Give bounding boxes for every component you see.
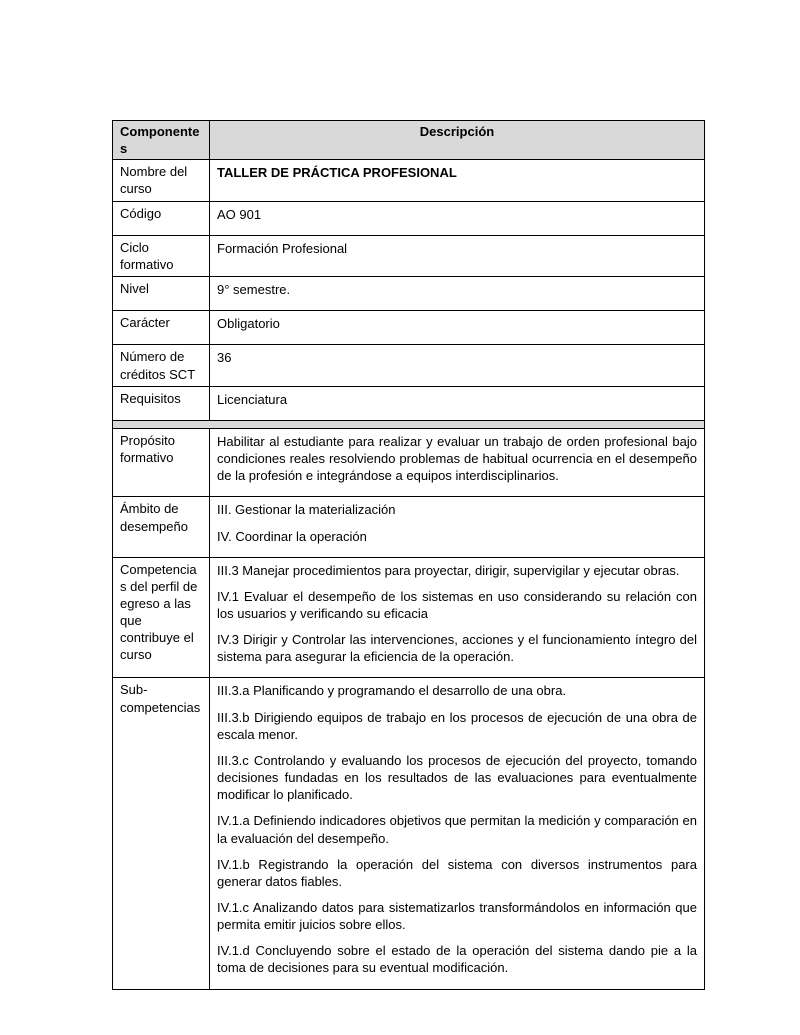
row-label: Ámbito de desempeño <box>113 497 210 557</box>
paragraph: Obligatorio <box>217 316 280 332</box>
table-row <box>113 345 705 386</box>
table-row <box>113 678 705 989</box>
course-title: TALLER DE PRÁCTICA PROFESIONAL <box>217 165 457 181</box>
row-label: Requisitos <box>113 386 210 420</box>
table-row <box>113 311 705 345</box>
row-description <box>210 235 705 276</box>
paragraph: III.3.c Controlando y evaluando los procesos de ejecución del proyecto, tomando decisiones fundadas en los resultados de las evaluaciones para eventualmente modificar lo planificado. <box>217 752 697 803</box>
table-row <box>113 557 705 678</box>
row-label: Número de créditos SCT <box>113 345 210 386</box>
table-row <box>113 160 705 201</box>
course-description-table <box>112 120 705 990</box>
separator-cell <box>113 420 705 428</box>
paragraph: IV.3 Dirigir y Controlar las intervenciones, acciones y el funcionamiento íntegro del sistema para asegurar la eficiencia de la operación. <box>217 632 697 665</box>
row-description <box>210 678 705 989</box>
paragraph: IV.1 Evaluar el desempeño de los sistemas en uso considerando su relación con los usuarios y verificando su eficacia <box>217 588 697 621</box>
table-row <box>113 201 705 235</box>
row-label: Sub-competencias <box>113 678 210 989</box>
paragraph: IV. Coordinar la operación <box>217 528 367 544</box>
table-row <box>113 386 705 420</box>
paragraph: Licenciatura <box>217 391 288 407</box>
paragraph: Formación Profesional <box>217 240 348 256</box>
row-label: Nombre del curso <box>113 160 210 201</box>
separator-row <box>113 420 705 428</box>
row-description <box>210 428 705 496</box>
row-description <box>210 277 705 311</box>
row-label: Carácter <box>113 311 210 345</box>
row-label: Ciclo formativo <box>113 235 210 276</box>
row-description <box>210 497 705 557</box>
paragraph: 36 <box>217 350 232 366</box>
paragraph: IV.1.d Concluyendo sobre el estado de la operación del sistema dando pie a la toma de decisiones para su eventual modificación. <box>217 943 697 976</box>
table-header-row <box>113 121 705 160</box>
row-description <box>210 386 705 420</box>
table-row <box>113 235 705 276</box>
row-description <box>210 557 705 678</box>
row-label: Código <box>113 201 210 235</box>
paragraph: 9° semestre. <box>217 282 291 298</box>
table-row <box>113 277 705 311</box>
paragraph: III.3.b Dirigiendo equipos de trabajo en los procesos de ejecución de una obra de escala menor. <box>217 709 697 742</box>
paragraph: III.3.a Planificando y programando el desarrollo de una obra. <box>217 683 567 699</box>
row-description <box>210 160 705 201</box>
paragraph: IV.1.a Definiendo indicadores objetivos que permitan la medición y comparación en la evaluación del desempeño. <box>217 813 697 846</box>
table-row <box>113 497 705 557</box>
paragraph: AO 901 <box>217 206 262 222</box>
row-label: Nivel <box>113 277 210 311</box>
table-row <box>113 428 705 496</box>
row-label: Propósito formativo <box>113 428 210 496</box>
row-description <box>210 311 705 345</box>
paragraph: Habilitar al estudiante para realizar y evaluar un trabajo de orden profesional bajo condiciones reales resolviendo problemas de habitual ocurrencia en el desempeño de la profesión e integrándose a equipos interdisciplinarios. <box>217 433 697 484</box>
header-componentes: Componentes <box>113 121 210 160</box>
row-description <box>210 345 705 386</box>
paragraph: IV.1.c Analizando datos para sistematizarlos transformándolos en información que permita emitir juicios sobre ellos. <box>217 900 697 933</box>
paragraph: IV.1.b Registrando la operación del sistema con diversos instrumentos para generar datos fiables. <box>217 856 697 889</box>
paragraph: III. Gestionar la materialización <box>217 502 396 518</box>
header-descripcion: Descripción <box>210 121 705 160</box>
paragraph: III.3 Manejar procedimientos para proyectar, dirigir, supervigilar y ejecutar obras. <box>217 562 680 578</box>
row-label: Competencias del perfil de egreso a las que contribuye el curso <box>113 557 210 678</box>
row-description <box>210 201 705 235</box>
